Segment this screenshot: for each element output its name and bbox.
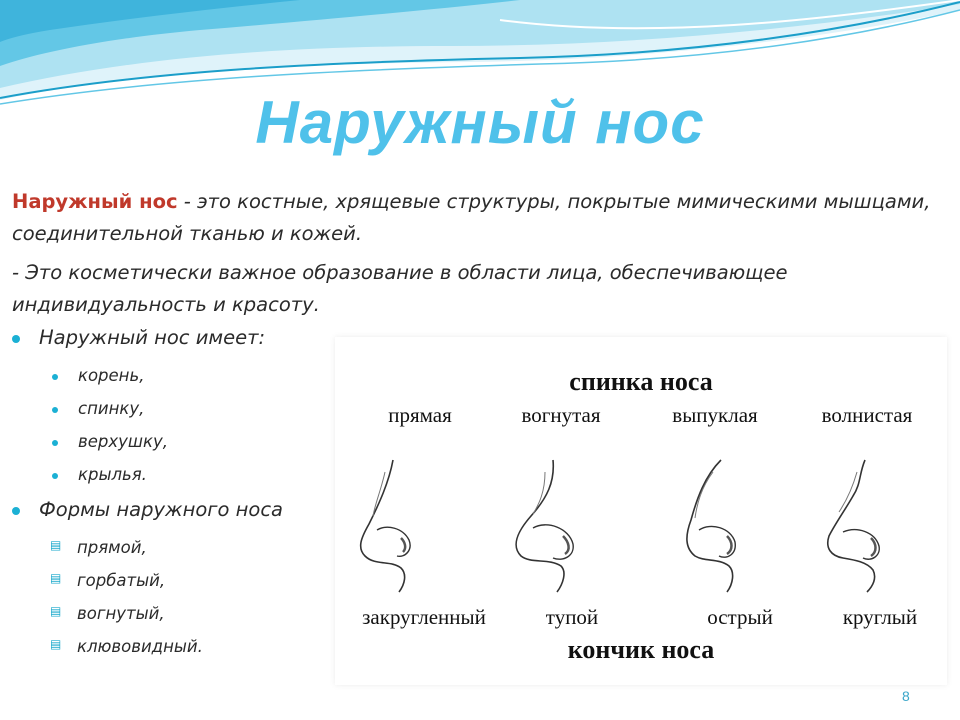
slide-title: Наружный нос — [255, 89, 705, 156]
nose-shapes-figure — [335, 337, 947, 685]
list-item: ▤ горбатый, — [52, 571, 165, 590]
page-number: 8 — [902, 688, 910, 704]
nose-sketch-straight — [361, 460, 410, 592]
definition-text: - это костные, хрящевые структуры, покрытые мимическими мышцами, соединительной тканью и кожей. — [12, 190, 931, 245]
list-item: спинку, — [52, 399, 144, 418]
figure-top-heading: спинка носа — [569, 367, 713, 396]
list-item: крылья. — [52, 465, 147, 484]
list-heading-parts: Наружный нос имеет: — [12, 326, 265, 349]
nose-sketch-concave — [516, 460, 573, 592]
list-item: ▤ вогнутый, — [52, 604, 165, 623]
list-item: корень, — [52, 366, 144, 385]
list-item: ▤ прямой, — [52, 538, 147, 557]
nose-sketch-convex — [687, 460, 735, 592]
list-heading-forms: Формы наружного носа — [12, 498, 283, 521]
cosmetic-paragraph: - Это косметически важное образование в области лица, обеспечивающее индивидуальность и красоту. — [12, 261, 788, 316]
figure-bottom-label: острый — [707, 605, 773, 629]
figure-bottom-heading: кончик носа — [567, 635, 715, 664]
nose-sketches — [335, 432, 947, 597]
figure-top-label: волнистая — [821, 403, 913, 427]
figure-top-label: вогнутая — [521, 403, 601, 427]
definition-paragraph — [12, 186, 947, 250]
figure-bottom-label: тупой — [545, 605, 599, 629]
figure-top-label: прямая — [388, 403, 452, 427]
figure-bottom-label: закругленный — [362, 605, 486, 629]
list-item: верхушку, — [52, 432, 168, 451]
definition-term: Наружный нос — [12, 190, 178, 213]
figure-bottom-label: круглый — [842, 605, 918, 629]
figure-top-label: выпуклая — [672, 403, 758, 427]
nose-sketch-wavy — [828, 460, 879, 592]
list-item: ▤ клювовидный. — [52, 637, 203, 656]
